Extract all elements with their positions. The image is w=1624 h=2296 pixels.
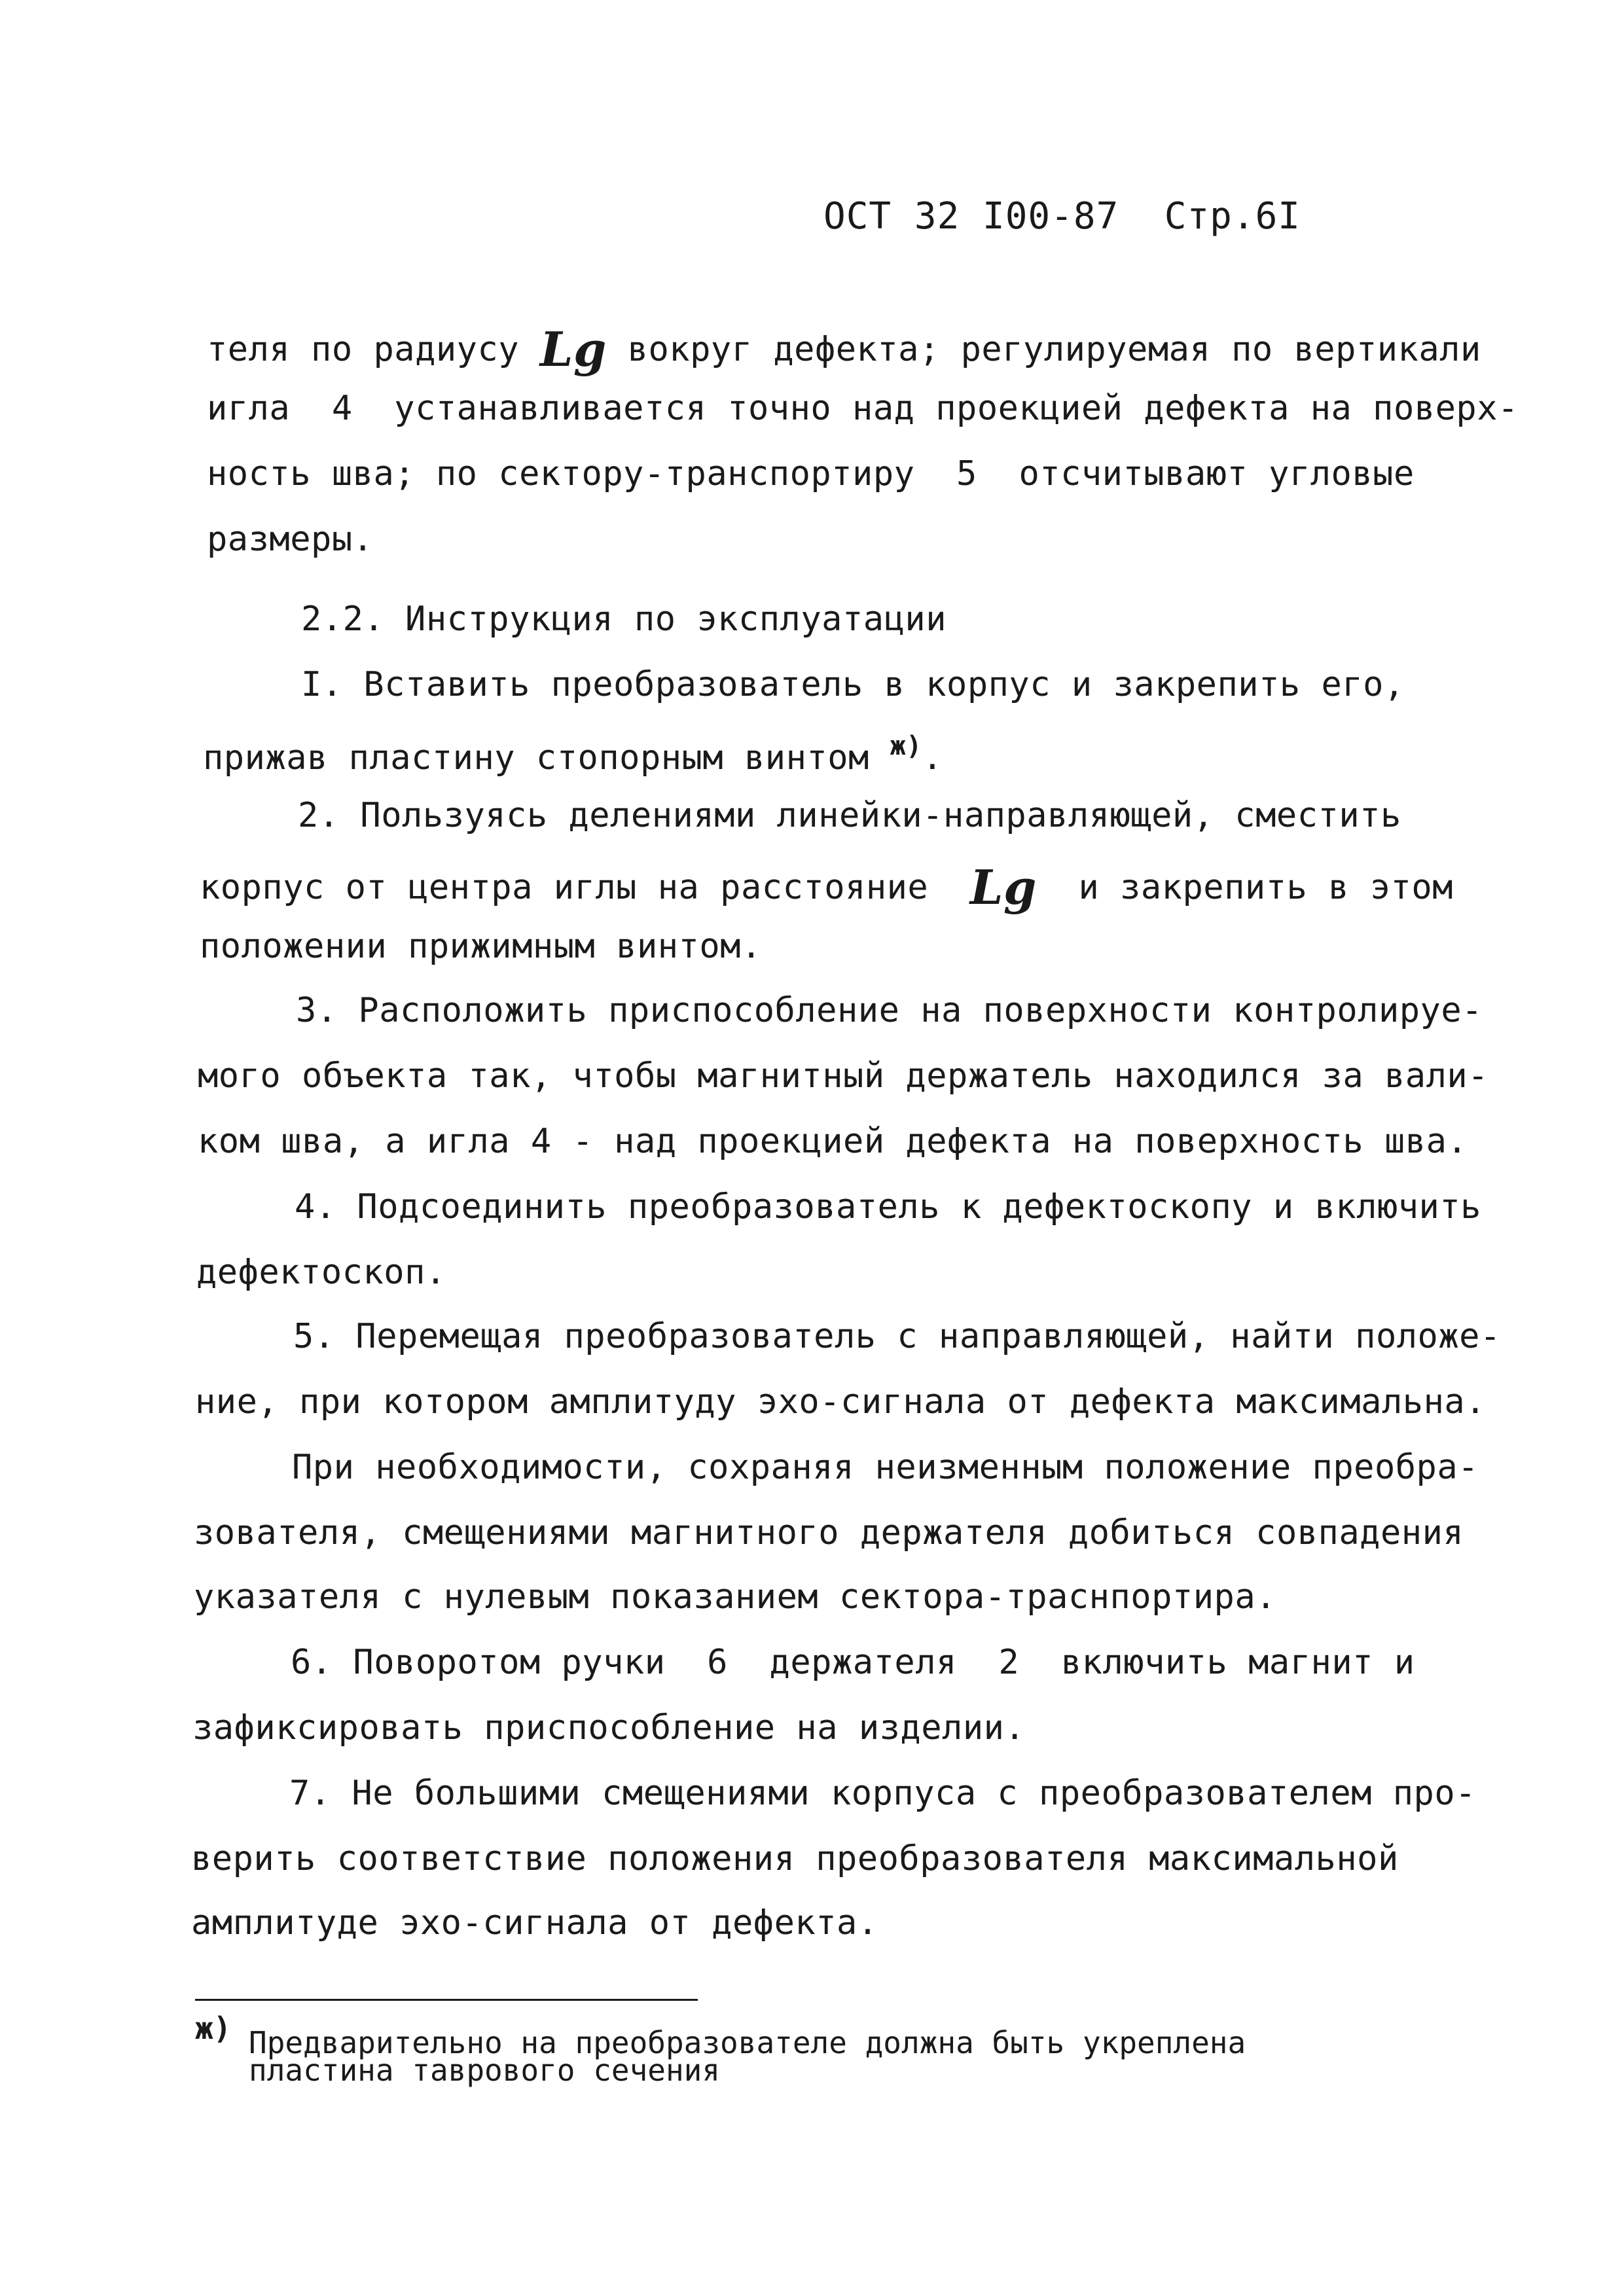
- text-line: 3. Расположить приспособление на поверхности контролируе-: [296, 991, 1483, 1030]
- text-line: [207, 321, 1481, 377]
- footnote-ref: ж): [890, 731, 922, 761]
- text-segment: теля по радиусу: [207, 330, 540, 369]
- footnote-mark: ж): [195, 2011, 232, 2046]
- text-line: указателя с нулевым показанием сектора-траснпортира.: [194, 1577, 1276, 1617]
- text-line: I. Вставить преобразователь в корпус и закрепить его,: [301, 665, 1405, 704]
- text-line: ком шва, а игла 4 - над проекцией дефекта на поверхность шва.: [198, 1122, 1468, 1161]
- text-line: дефектоскоп.: [196, 1253, 446, 1292]
- text-line: 6. Поворотом ручки 6 держателя 2 включить магнит и: [291, 1643, 1415, 1682]
- text-line: 7. Не большими смещениями корпуса с преобразователем про-: [289, 1774, 1476, 1813]
- text-line: [200, 859, 1453, 915]
- text-segment: и закрепить в этом: [1036, 868, 1453, 907]
- page-header: ОСТ 32 I00-87 Стр.6I: [823, 195, 1301, 238]
- text-line: мого объекта так, чтобы магнитный держатель находился за вали-: [198, 1056, 1489, 1096]
- text-line: 4. Подсоединить преобразователь к дефектоскопу и включить: [295, 1187, 1481, 1227]
- text-segment: .: [922, 738, 943, 778]
- section-heading: 2.2. Инструкция по эксплуатации: [301, 600, 947, 639]
- text-line: 5. Перемещая преобразователь с направляющей, найти положе-: [293, 1317, 1501, 1356]
- footnote-divider: [195, 1999, 698, 2001]
- text-line: зователя, смещениями магнитного держателя добиться совпадения: [194, 1513, 1464, 1552]
- text-segment: корпус от центра иглы на расстояние: [200, 868, 970, 907]
- text-line: амплитуде эхо-сигнала от дефекта.: [191, 1903, 878, 1943]
- text-line: При необходимости, сохраняя неизменным положение преобра-: [292, 1448, 1479, 1487]
- symbol-ld: Lg: [539, 321, 607, 377]
- text-line: игла 4 устанавливается точно над проекцией дефекта на поверх-: [207, 389, 1519, 428]
- text-line: положении прижимным винтом.: [200, 927, 762, 966]
- text-line: ние, при котором амплитуду эхо-сигнала от дефекта максимальна.: [195, 1382, 1487, 1422]
- text-line: зафиксировать приспособление на изделии.: [192, 1708, 1026, 1748]
- text-line: размеры.: [207, 520, 374, 559]
- text-segment: прижав пластину стопорным винтом: [203, 738, 890, 778]
- footnote-line: Предварительно на преобразователе должна быть укреплена: [249, 2025, 1246, 2060]
- text-line: ность шва; по сектору-транспортиру 5 отсчитывают угловые: [207, 454, 1415, 493]
- footnote-line: пластина таврового сечения: [249, 2053, 721, 2088]
- text-line: верить соответствие положения преобразователя максимальной: [191, 1839, 1399, 1878]
- text-line: [203, 731, 943, 778]
- text-segment: вокруг дефекта; регулируемая по вертикали: [606, 330, 1481, 369]
- symbol-ld: Lg: [969, 859, 1037, 915]
- text-line: 2. Пользуясь делениями линейки-направляющей, сместить: [298, 796, 1401, 835]
